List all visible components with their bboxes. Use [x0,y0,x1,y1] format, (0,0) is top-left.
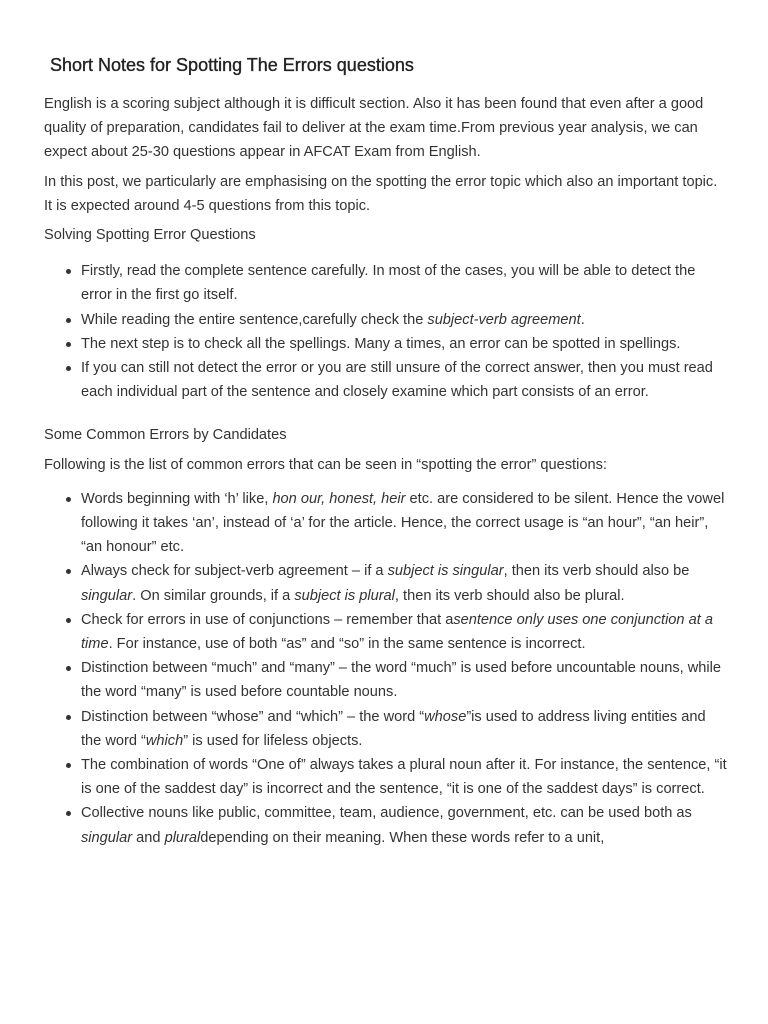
list-item-text: Distinction between “whose” and “which” – the word “ [81,708,425,725]
common-errors-intro: Following is the list of common errors that can be seen in “spotting the error” questions: [44,456,607,473]
list-item [81,259,728,307]
list-item-text: ” is used for lifeless objects. [183,732,363,749]
list-item-text: Always check for subject-verb agreement – if a [81,563,388,580]
list-item-text: ”is used to address living entities and the word “ [81,708,706,749]
common-errors-list [44,487,728,850]
emphasis-text: singular [81,829,133,846]
list-item-text: . For instance, use of both “as” and “so” in the same sentence is incorrect. [108,636,586,653]
section-heading-common-errors: Some Common Errors by Candidates [44,427,287,444]
emphasis-text: sentence only uses one conjunction at a time [81,611,713,653]
list-item-text: . On similar grounds, if a [132,587,295,604]
list-item [81,656,728,704]
list-item-text: Firstly, read the complete sentence carefully. In most of the cases, you will be able to detect the error in the first go itself. [81,263,696,304]
list-item-text: Distinction between “much” and “many” – the word “much” is used before uncountable nouns, while the word “many” is used before countable nouns. [81,660,722,701]
list-item-text: etc. are considered to be silent. Hence the vowel following it takes ‘an’, instead of ‘a’ for the article. Hence, the correct usage is “an hour”, “an heir”, “an honour” etc. [81,490,725,556]
emphasis-text: subject is singular [387,563,504,580]
emphasis-text: singular [81,587,133,604]
page-title: Short Notes for Spotting The Errors questions [50,55,414,75]
emphasis-text: subject is plural [294,587,395,604]
list-item-text: The combination of words “One of” always takes a plural noun after it. For instance, the sentence, “it is one of the saddest day” is incorrect and the sentence, “it is one of the saddest days” is correct. [81,757,727,798]
list-item-text: , then its verb should also be [503,563,690,580]
emphasis-text: hon our, honest, heir [272,490,406,507]
list-item-text: depending on their meaning. When these words refer to a unit, [200,829,605,846]
list-item-text: Check for errors in use of conjunctions – remember that a [81,611,454,628]
list-item-text: If you can still not detect the error or you are still unsure of the correct answer, then you must read each individual part of the sentence and closely examine which part consists of an error. [81,360,713,401]
list-item-text: . [580,311,585,328]
list-item [81,356,728,404]
intro-paragraph-2: In this post, we particularly are emphasising on the spotting the error topic which also an important topic. It is expected around 4-5 questions from this topic. [44,173,718,214]
list-item [81,332,728,356]
list-item-text: , then its verb should also be plural. [394,587,625,604]
list-item [81,559,728,607]
emphasis-text: which [145,732,184,749]
list-item [81,308,728,332]
list-item [81,753,728,801]
emphasis-text: whose [424,708,467,725]
list-item-text: Collective nouns like public, committee, team, audience, government, etc. can be used both as [81,805,692,822]
list-item [81,487,728,560]
solving-steps-list [44,259,728,404]
section-heading-solving: Solving Spotting Error Questions [44,227,256,244]
list-item [81,705,728,753]
emphasis-text: plural [164,829,201,846]
intro-paragraph-1: English is a scoring subject although it is difficult section. Also it has been found that even after a good quality of preparation, candidates fail to deliver at the exam time.From previous year analysis, we can expect about 25-30 questions appear in AFCAT Exam from English. [44,96,704,161]
list-item-text: The next step is to check all the spellings. Many a times, an error can be spotted in spellings. [81,335,681,352]
list-item-text: Words beginning with ‘h’ like, [81,490,273,507]
list-item-text: and [132,829,165,846]
list-item-text: While reading the entire sentence,carefully check the [81,311,428,328]
list-item [81,801,728,849]
list-item [81,608,728,656]
emphasis-text: subject-verb agreement [427,311,581,328]
